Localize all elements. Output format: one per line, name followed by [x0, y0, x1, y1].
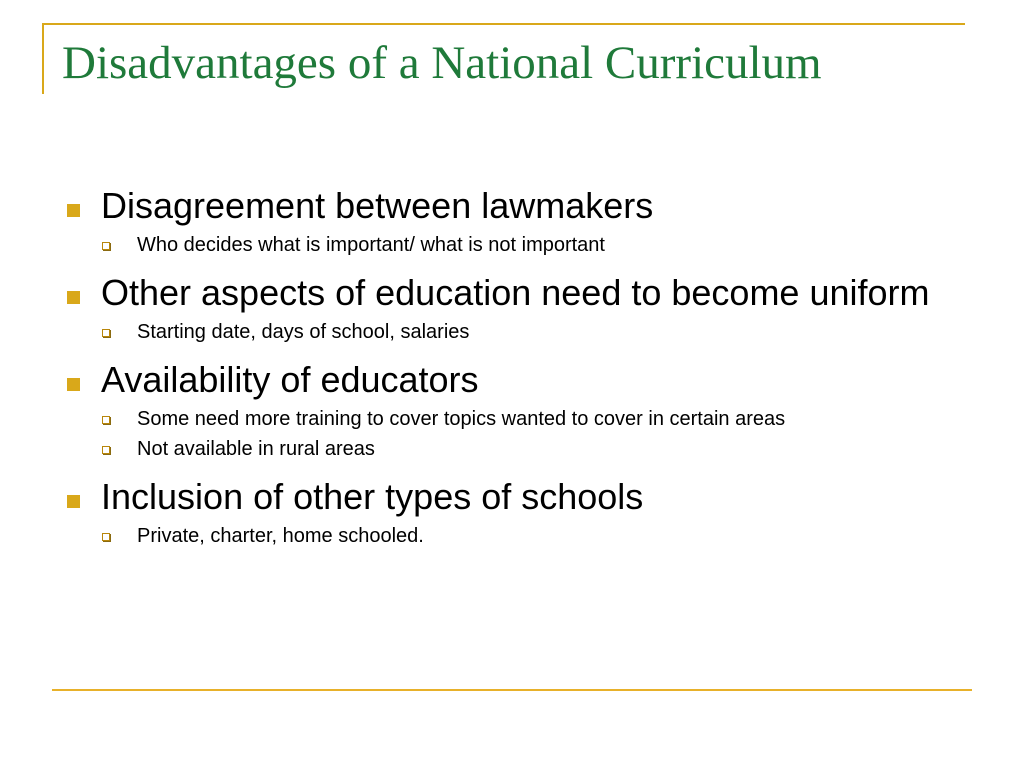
- hollow-square-bullet-icon: [102, 533, 110, 541]
- sub-bullet-text: Not available in rural areas: [137, 438, 375, 460]
- slide-title: Disadvantages of a National Curriculum: [62, 37, 822, 89]
- hollow-square-bullet-icon: [102, 242, 110, 250]
- sub-bullet-item: [101, 404, 965, 434]
- bullet-item: [65, 271, 965, 347]
- sub-bullet-list: [101, 317, 965, 347]
- square-bullet-icon: [67, 204, 80, 217]
- sub-bullet-list: [101, 404, 965, 464]
- sub-bullet-item: [101, 317, 965, 347]
- sub-bullet-item: [101, 521, 965, 551]
- hollow-square-bullet-icon: [102, 416, 110, 424]
- hollow-square-bullet-icon: [102, 446, 110, 454]
- sub-bullet-item: [101, 230, 965, 260]
- square-bullet-icon: [67, 378, 80, 391]
- sub-bullet-list: [101, 521, 965, 551]
- hollow-square-bullet-icon: [102, 329, 110, 337]
- bullet-text: Inclusion of other types of schools: [101, 476, 644, 517]
- bullet-text: Disagreement between lawmakers: [101, 185, 654, 226]
- bullet-text: Availability of educators: [101, 359, 479, 400]
- sub-bullet-text: Starting date, days of school, salaries: [137, 321, 470, 343]
- bullet-text: Other aspects of education need to become uniform: [101, 272, 930, 313]
- sub-bullet-text: Some need more training to cover topics wanted to cover in certain areas: [137, 408, 786, 430]
- top-border-line: [42, 23, 965, 25]
- sub-bullet-text: Who decides what is important/ what is not important: [137, 234, 605, 256]
- sub-bullet-list: [101, 230, 965, 260]
- left-border-line: [42, 23, 44, 94]
- sub-bullet-text: Private, charter, home schooled.: [137, 525, 424, 547]
- bullet-list: [65, 184, 965, 551]
- bullet-item: [65, 475, 965, 551]
- sub-bullet-item: [101, 434, 965, 464]
- square-bullet-icon: [67, 495, 80, 508]
- square-bullet-icon: [67, 291, 80, 304]
- bottom-divider-line: [52, 689, 972, 691]
- bullet-item: [65, 184, 965, 260]
- bullet-item: [65, 358, 965, 464]
